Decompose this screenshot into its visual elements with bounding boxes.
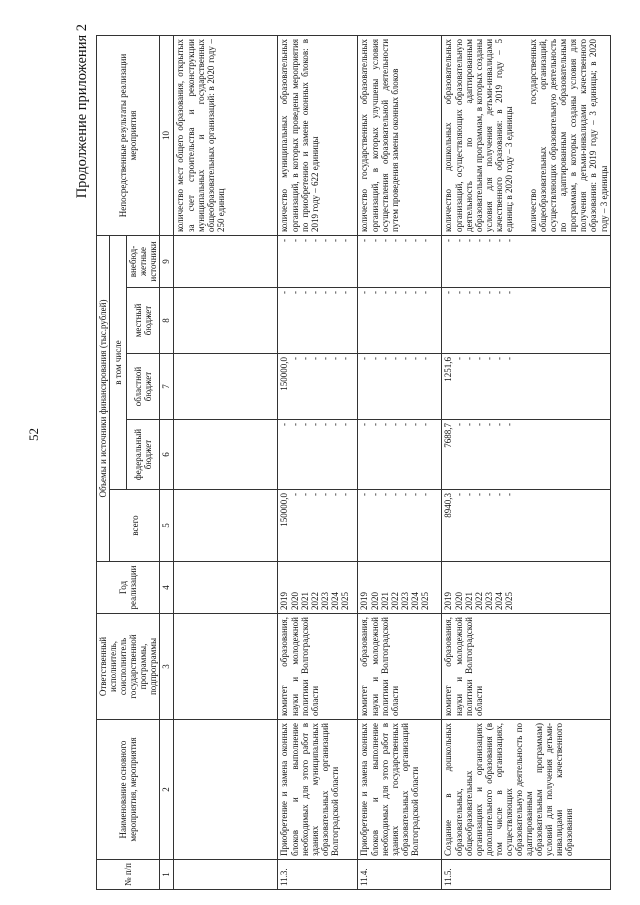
list-value: 2024 xyxy=(493,592,504,610)
list-value: - xyxy=(443,291,454,294)
list-value: - xyxy=(493,493,504,496)
list-value: - xyxy=(409,357,420,360)
list-value: 2025 xyxy=(503,592,514,610)
list-value: - xyxy=(339,493,350,496)
list-value: - xyxy=(399,423,410,426)
list-value: - xyxy=(329,238,340,242)
list-value: - xyxy=(409,423,420,426)
page-number: 52 xyxy=(26,428,41,441)
list-value: - xyxy=(359,238,370,242)
list-value: - xyxy=(279,238,290,242)
list-value: - xyxy=(389,493,400,496)
header-name: Наименование основного мероприятия, мероприятия xyxy=(97,720,160,860)
list-value: - xyxy=(453,238,464,242)
list-value: - xyxy=(339,238,350,242)
row-number: 11.3. xyxy=(278,860,358,890)
list-value: - xyxy=(289,357,300,360)
list-value: - xyxy=(503,357,514,360)
list-value: - xyxy=(329,357,340,360)
list-value: 2023 xyxy=(483,592,494,610)
list-value: - xyxy=(379,423,390,426)
col-number: 5 xyxy=(160,490,174,562)
header-local: местный бюджет xyxy=(127,288,160,354)
executor: комитет образования, науки и молодежной политики Волгоградской области xyxy=(442,614,610,720)
total-values xyxy=(358,490,442,562)
list-value: - xyxy=(319,291,330,294)
result-paragraph: количество дошкольных образовательных организаций, осуществляющих образовательную деятельность по адаптированным образовательным программам, в которых созданы условия для получения детьми-инвалидами качественного образования: в 2019 году – 5 единиц; в 2020 году – 3 единицы xyxy=(443,38,514,232)
list-value: 2024 xyxy=(409,592,420,610)
offbudget-values xyxy=(278,235,358,287)
list-value: - xyxy=(379,291,390,294)
federal-values xyxy=(358,420,442,490)
activity-name: Приобретение и замена оконных блоков и выполнение необходимых для этого работ в зданиях муниципальных образовательных организаций Волгоградской области xyxy=(278,720,358,860)
list-value: - xyxy=(289,493,300,496)
result-text: количество мест общего образования, открытых за счет строительства и реконструкции муниципальных и государственных общеобразовательных организаций: в 2020 году – 250 единиц xyxy=(174,35,278,235)
local-values xyxy=(442,288,610,354)
list-value: - xyxy=(379,357,390,360)
list-value: - xyxy=(329,423,340,426)
list-value: - xyxy=(399,357,410,360)
list-value: - xyxy=(493,357,504,360)
col-number: 7 xyxy=(160,354,174,420)
list-value: - xyxy=(483,493,494,496)
header-total: всего xyxy=(110,490,160,562)
table-row xyxy=(174,35,278,889)
row-number: 11.5. xyxy=(442,860,610,890)
list-value: 2020 xyxy=(369,592,380,610)
list-value: - xyxy=(389,291,400,294)
total-values xyxy=(278,490,358,562)
col-number: 4 xyxy=(160,562,174,614)
list-value: - xyxy=(309,238,320,242)
header-regional: областной бюджет xyxy=(127,354,160,420)
list-value: 150000,0 xyxy=(279,493,290,527)
continuation-label: Продолжение приложения 2 xyxy=(74,24,90,199)
executor: комитет образования, науки и молодежной политики Волгоградской области xyxy=(358,614,442,720)
list-value: - xyxy=(319,238,330,242)
activity-name: Создание в дошкольных образовательных, общеобразовательных организациях и организациях дополнительного образования (в том числе в организациях, осуществляющих образовательную деятельность по адаптированным образовательным программам) условий для получения детьми-инвалидами качественного образования xyxy=(442,720,610,860)
offbudget-values xyxy=(358,235,442,287)
column-number-row xyxy=(160,35,174,889)
rotated-page xyxy=(72,20,609,890)
list-value: - xyxy=(359,291,370,294)
list-value: 2021 xyxy=(379,592,390,610)
list-value: 1251,6 xyxy=(443,357,454,382)
list-value: - xyxy=(379,238,390,242)
list-value: - xyxy=(289,238,300,242)
list-value: 2019 xyxy=(359,592,370,610)
list-value: - xyxy=(309,423,320,426)
year-list xyxy=(442,562,610,614)
list-value: - xyxy=(399,238,410,242)
list-value: - xyxy=(493,291,504,294)
list-value: - xyxy=(389,423,400,426)
list-value: - xyxy=(319,423,330,426)
list-value: - xyxy=(503,423,514,426)
header-results: Непосредственные результаты реализации мероприятия xyxy=(97,35,160,235)
list-value: 2025 xyxy=(339,592,350,610)
list-value: - xyxy=(309,357,320,360)
activity-name: Приобретение и замена оконных блоков и выполнение необходимых для этого работ в зданиях государственных образовательных организаций Волгоградской области xyxy=(358,720,442,860)
year-list xyxy=(278,562,358,614)
program-table xyxy=(96,35,611,890)
list-value: 2022 xyxy=(389,592,400,610)
offbudget-values xyxy=(442,235,610,287)
table-row xyxy=(358,35,442,889)
list-value: - xyxy=(299,493,310,496)
list-value: - xyxy=(369,423,380,426)
list-value: 2024 xyxy=(329,592,340,610)
list-value: - xyxy=(279,291,290,294)
col-number: 9 xyxy=(160,235,174,287)
list-value: - xyxy=(339,423,350,426)
header-including: в том числе xyxy=(110,235,127,489)
col-number: 3 xyxy=(160,614,174,720)
list-value: - xyxy=(369,291,380,294)
header-funding: Объемы и источники финансирования (тыс.рублей) xyxy=(97,235,110,561)
row-number: 11.4. xyxy=(358,860,442,890)
list-value: - xyxy=(503,238,514,242)
list-value: - xyxy=(389,357,400,360)
list-value: - xyxy=(483,238,494,242)
list-value: - xyxy=(419,357,430,360)
list-value: - xyxy=(493,423,504,426)
header-year: Год реализации xyxy=(97,562,160,614)
list-value: - xyxy=(453,357,464,360)
list-value: 2021 xyxy=(299,592,310,610)
list-value: 2023 xyxy=(399,592,410,610)
list-value: 7688,7 xyxy=(443,423,454,448)
list-value: - xyxy=(483,291,494,294)
list-value: - xyxy=(289,291,300,294)
list-value: - xyxy=(493,238,504,242)
result-text: количество государственных образовательных организаций, в которых улучшены условия осуществления образовательной деятельности путем проведения замены оконных блоков xyxy=(358,35,442,235)
regional-values xyxy=(442,354,610,420)
list-value: - xyxy=(483,357,494,360)
list-value: - xyxy=(409,238,420,242)
table-row xyxy=(442,35,610,889)
list-value: - xyxy=(289,423,300,426)
list-value: - xyxy=(453,423,464,426)
list-value: 150000,0 xyxy=(279,357,290,391)
list-value: - xyxy=(299,423,310,426)
col-number: 6 xyxy=(160,420,174,490)
list-value: - xyxy=(319,357,330,360)
local-values xyxy=(358,288,442,354)
header-num: № п/п xyxy=(97,860,160,890)
list-value: - xyxy=(463,493,474,496)
header-offbudget: внебюд-жетные источники xyxy=(127,235,160,287)
list-value: - xyxy=(369,238,380,242)
list-value: - xyxy=(483,423,494,426)
col-number: 1 xyxy=(160,860,174,890)
list-value: - xyxy=(369,357,380,360)
list-value: 2020 xyxy=(453,592,464,610)
result-text xyxy=(442,35,610,235)
list-value: - xyxy=(399,291,410,294)
result-text: количество муниципальных образовательных организаций, в которых проведены мероприятия по приобретению и замене оконных блоков: в 2019 году – 622 единицы xyxy=(278,35,358,235)
federal-values xyxy=(278,420,358,490)
executor: комитет образования, науки и молодежной политики Волгоградской области xyxy=(278,614,358,720)
list-value: - xyxy=(419,423,430,426)
federal-values xyxy=(442,420,610,490)
list-value: 2022 xyxy=(473,592,484,610)
list-value: - xyxy=(473,357,484,360)
list-value: 8940,3 xyxy=(443,493,454,518)
list-value: 2023 xyxy=(319,592,330,610)
list-value: - xyxy=(409,291,420,294)
header-executor: Ответственный исполнитель, соисполнитель государственной программы, подпрограммы xyxy=(97,614,160,720)
list-value: - xyxy=(453,291,464,294)
list-value: - xyxy=(299,291,310,294)
result-paragraph: количество государственных общеобразовательных организаций, осуществляющих образовательную деятельность по адаптированным образовательным программам, в которых созданы условия для получения детьми-инвалидами качественного образования: в 2019 году – 3 единицы; в 2020 году – 3 единицы xyxy=(528,38,609,232)
list-value: - xyxy=(503,493,514,496)
list-value: 2020 xyxy=(289,592,300,610)
total-values xyxy=(442,490,610,562)
list-value: - xyxy=(463,423,474,426)
list-value: 2021 xyxy=(463,592,474,610)
regional-values xyxy=(278,354,358,420)
list-value: 2019 xyxy=(443,592,454,610)
list-value: - xyxy=(319,493,330,496)
list-value: - xyxy=(473,493,484,496)
list-value: - xyxy=(419,493,430,496)
list-value: - xyxy=(503,291,514,294)
list-value: - xyxy=(359,423,370,426)
col-number: 2 xyxy=(160,720,174,860)
list-value: - xyxy=(359,357,370,360)
list-value: - xyxy=(419,238,430,242)
list-value: - xyxy=(463,357,474,360)
header-federal: федеральный бюджет xyxy=(127,420,160,490)
table-row xyxy=(278,35,358,889)
list-value: 2025 xyxy=(419,592,430,610)
list-value: - xyxy=(339,291,350,294)
list-value: - xyxy=(453,493,464,496)
list-value: - xyxy=(379,493,390,496)
list-value: 2022 xyxy=(309,592,320,610)
list-value: - xyxy=(419,291,430,294)
list-value: - xyxy=(279,423,290,426)
list-value: - xyxy=(473,238,484,242)
list-value: - xyxy=(299,357,310,360)
list-value: - xyxy=(369,493,380,496)
list-value: - xyxy=(463,291,474,294)
list-value: - xyxy=(299,238,310,242)
list-value: - xyxy=(473,291,484,294)
list-value: - xyxy=(463,238,474,242)
local-values xyxy=(278,288,358,354)
list-value: - xyxy=(329,291,340,294)
list-value: - xyxy=(309,291,320,294)
col-number: 10 xyxy=(160,35,174,235)
list-value: - xyxy=(359,493,370,496)
col-number: 8 xyxy=(160,288,174,354)
list-value: - xyxy=(389,238,400,242)
regional-values xyxy=(358,354,442,420)
list-value: - xyxy=(409,493,420,496)
list-value: - xyxy=(309,493,320,496)
year-list xyxy=(358,562,442,614)
list-value: - xyxy=(329,493,340,496)
list-value: - xyxy=(399,493,410,496)
list-value: - xyxy=(473,423,484,426)
list-value: - xyxy=(339,357,350,360)
list-value: - xyxy=(443,238,454,242)
list-value: 2019 xyxy=(279,592,290,610)
